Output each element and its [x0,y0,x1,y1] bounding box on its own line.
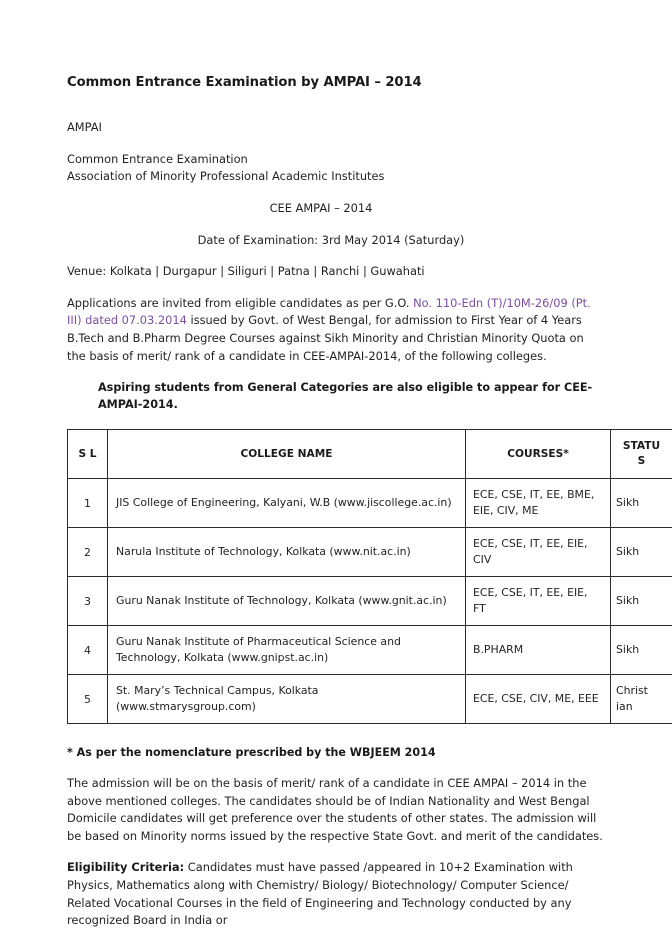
eligibility-label: Eligibility Criteria: [67,860,185,875]
cell-courses: ECE, CSE, CIV, ME, EEE [466,675,611,724]
table-header-row [68,430,672,479]
cell-college-name: JIS College of Engineering, Kalyani, W.B (www.jiscollege.ac.in) [108,479,466,528]
cell-sl: 4 [68,626,108,675]
column-header-courses: COURSES* [466,430,611,479]
cell-college-name: Narula Institute of Technology, Kolkata (www.nit.ac.in) [108,528,466,577]
cell-sl: 3 [68,577,108,626]
cell-courses: ECE, CSE, IT, EE, BME, EIE, CIV, ME [466,479,611,528]
cell-status: Sikh [611,577,672,626]
admission-paragraph: The admission will be on the basis of merit/ rank of a candidate in CEE AMPAI – 2014 in the above mentioned colleges. The candidates should be of Indian Nationality and West Bengal Domicile candidates will get preference over the students of other states. The admission will be based on Minority norms issued by the respective State Govt. and merit of the candidates. [67,776,603,843]
cell-sl: 5 [68,675,108,724]
table-row [68,528,672,577]
cell-sl: 1 [68,479,108,528]
cell-status: Sikh [611,479,672,528]
cell-college-name: Guru Nanak Institute of Pharmaceutical Science and Technology, Kolkata (www.gnipst.ac.in) [108,626,466,675]
venue-line: Venue: Kolkata | Durgapur | Siliguri | Patna | Ranchi | Guwahati [67,264,425,279]
column-header-college-name: COLLEGE NAME [108,430,466,479]
table-body [68,479,672,724]
cell-status: Sikh [611,528,672,577]
government-order-link[interactable]: No. 110-Edn (T)/10M-26/09 (Pt. III) dated 07.03.2014 [67,295,591,328]
cell-courses: B.PHARM [466,626,611,675]
cell-college-name: St. Mary’s Technical Campus, Kolkata (www.stmarysgroup.com) [108,675,466,724]
organization-abbreviation: AMPAI [67,120,102,135]
exam-code-line: CEE AMPAI – 2014 [269,200,373,215]
organization-line-2: Association of Minority Professional Academic Institutes [67,169,385,184]
table-row [68,577,672,626]
cell-status: Christ ian [611,675,672,724]
general-category-note: Aspiring students from General Categories are also eligible to appear for CEE-AMPAI-2014. [98,381,593,412]
table-row [68,626,672,675]
nomenclature-note: * As per the nomenclature prescribed by the WBJEEM 2014 [67,746,436,760]
applications-text-after: issued by Govt. of West Bengal, for admission to First Year of 4 Years B.Tech and B.Pharm Degree Courses against Sikh Minority and Christian Minority Quota on the basis of merit/ rank of a candidate in CEE-AMPAI-2014, of the following colleges. [67,313,584,363]
column-header-status: STATU S [611,430,672,479]
applications-text-before: Applications are invited from eligible candidates as per G.O. [67,295,414,310]
organization-line-1: Common Entrance Examination [67,151,248,166]
exam-date-line: Date of Examination: 3rd May 2014 (Saturday) [197,232,465,247]
organization-block [67,151,605,186]
document-content [67,74,661,944]
eligibility-paragraph [67,859,605,929]
applications-paragraph [67,295,605,365]
eligibility-text: Candidates must have passed /appeared in 10+2 Examination with Physics, Mathematics along with Chemistry/ Biology/ Biotechnology/ Computer Science/ Related Vocational Courses in the field of Engineering and Technology conducted by any recognized Board in India or [67,860,573,928]
cell-courses: ECE, CSE, IT, EE, EIE, FT [466,577,611,626]
cell-sl: 2 [68,528,108,577]
column-header-sl: S L [68,430,108,479]
page-title: Common Entrance Examination by AMPAI – 2014 [67,75,422,90]
colleges-table [67,429,672,724]
table-row [68,479,672,528]
cell-courses: ECE, CSE, IT, EE, EIE, CIV [466,528,611,577]
cell-status: Sikh [611,626,672,675]
table-row [68,675,672,724]
cell-college-name: Guru Nanak Institute of Technology, Kolkata (www.gnit.ac.in) [108,577,466,626]
table-header [68,430,672,479]
